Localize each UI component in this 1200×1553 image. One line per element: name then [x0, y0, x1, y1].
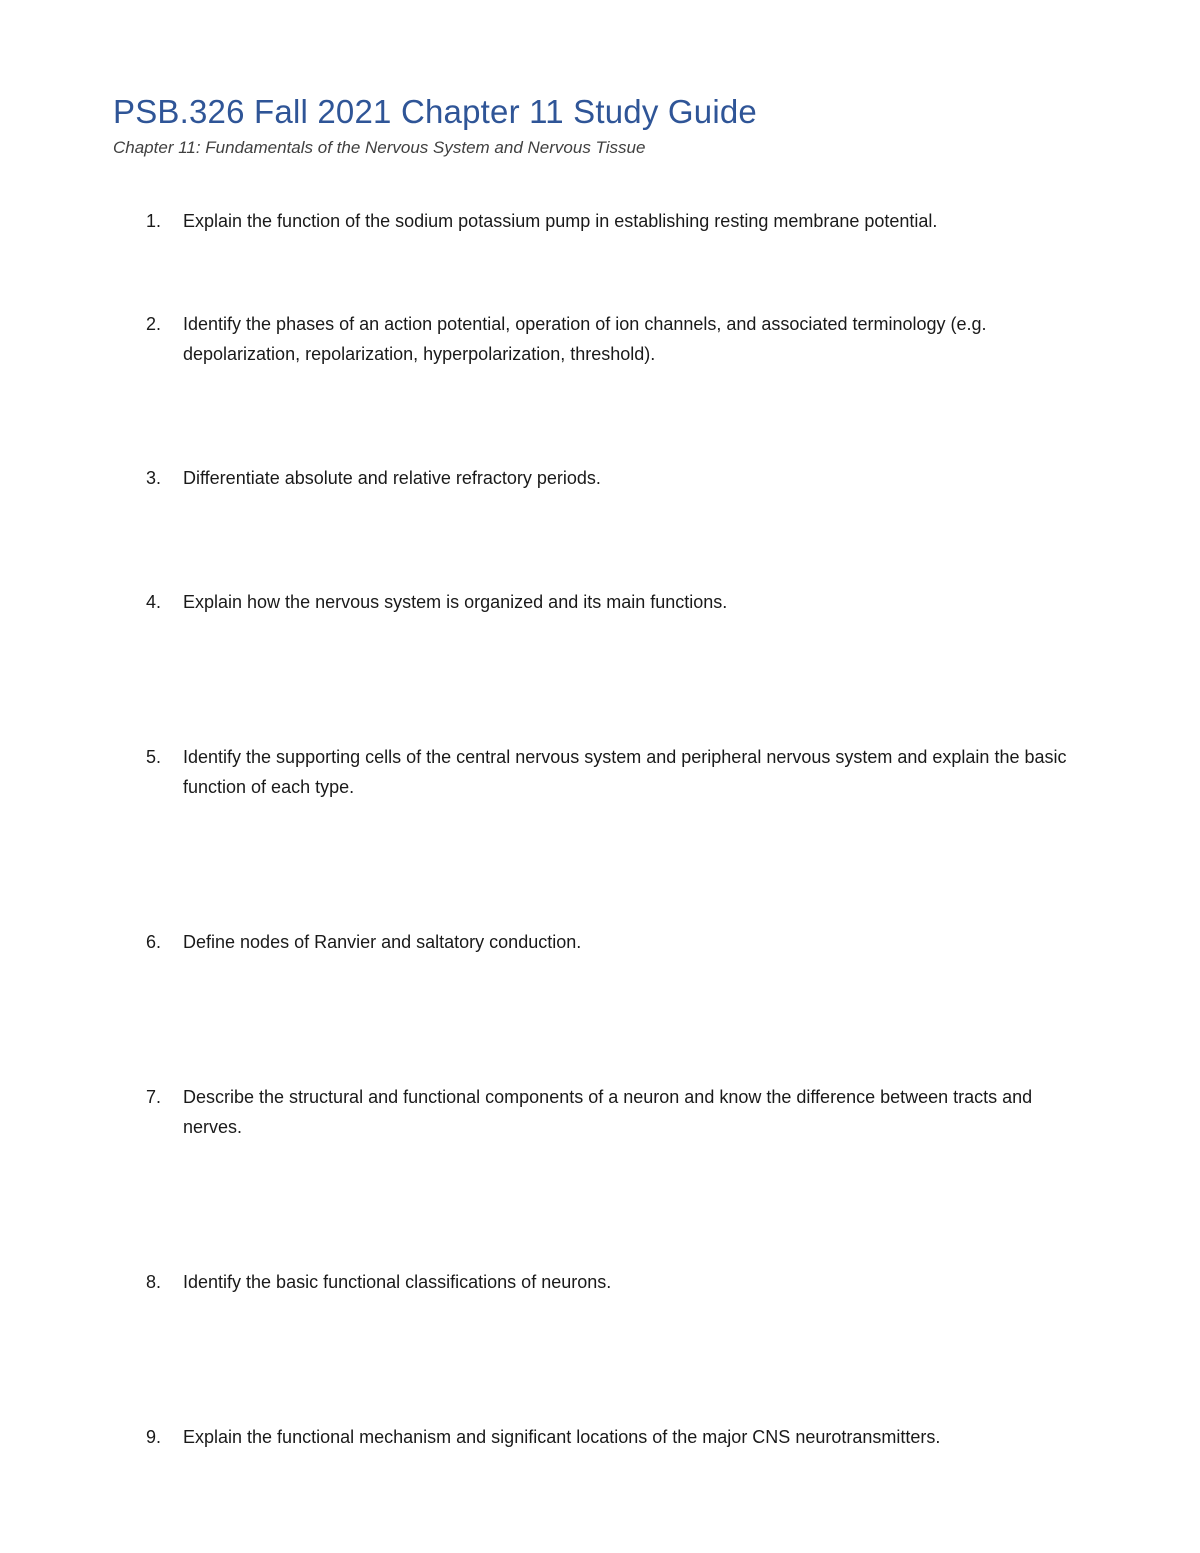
document-title: PSB.326 Fall 2021 Chapter 11 Study Guide — [113, 93, 757, 130]
question-text: Explain the functional mechanism and significant locations of the major CNS neurotransmitters. — [183, 1427, 941, 1447]
question-text: Identify the supporting cells of the central nervous system and peripheral nervous system and explain the basic function of each type. — [183, 747, 1067, 797]
question-text: Explain how the nervous system is organized and its main functions. — [183, 592, 728, 612]
question-number: 3. — [146, 468, 162, 488]
question-text: Differentiate absolute and relative refractory periods. — [183, 468, 601, 488]
question-number: 4. — [146, 592, 162, 612]
question-item — [146, 1422, 1086, 1452]
question-item — [146, 309, 1086, 369]
question-number: 8. — [146, 1272, 162, 1292]
question-item — [146, 1082, 1086, 1142]
question-number: 1. — [146, 211, 162, 231]
question-item — [146, 1267, 1086, 1297]
question-text: Identify the phases of an action potential, operation of ion channels, and associated terminology (e.g. depolarization, repolarization, hyperpolarization, threshold). — [183, 314, 987, 364]
question-number: 7. — [146, 1087, 162, 1107]
document-subtitle: Chapter 11: Fundamentals of the Nervous System and Nervous Tissue — [113, 138, 646, 157]
question-number: 6. — [146, 932, 162, 952]
question-item — [146, 742, 1086, 802]
question-text: Define nodes of Ranvier and saltatory conduction. — [183, 932, 582, 952]
question-number: 5. — [146, 747, 162, 767]
question-text: Explain the function of the sodium potassium pump in establishing resting membrane potential. — [183, 211, 938, 231]
question-number: 9. — [146, 1427, 162, 1447]
question-item — [146, 206, 1086, 236]
question-text: Identify the basic functional classifications of neurons. — [183, 1272, 612, 1292]
question-number: 2. — [146, 314, 162, 334]
question-item — [146, 587, 1086, 617]
question-text: Describe the structural and functional components of a neuron and know the difference between tracts and nerves. — [183, 1087, 1033, 1137]
question-item — [146, 927, 1086, 957]
question-item — [146, 463, 1086, 493]
